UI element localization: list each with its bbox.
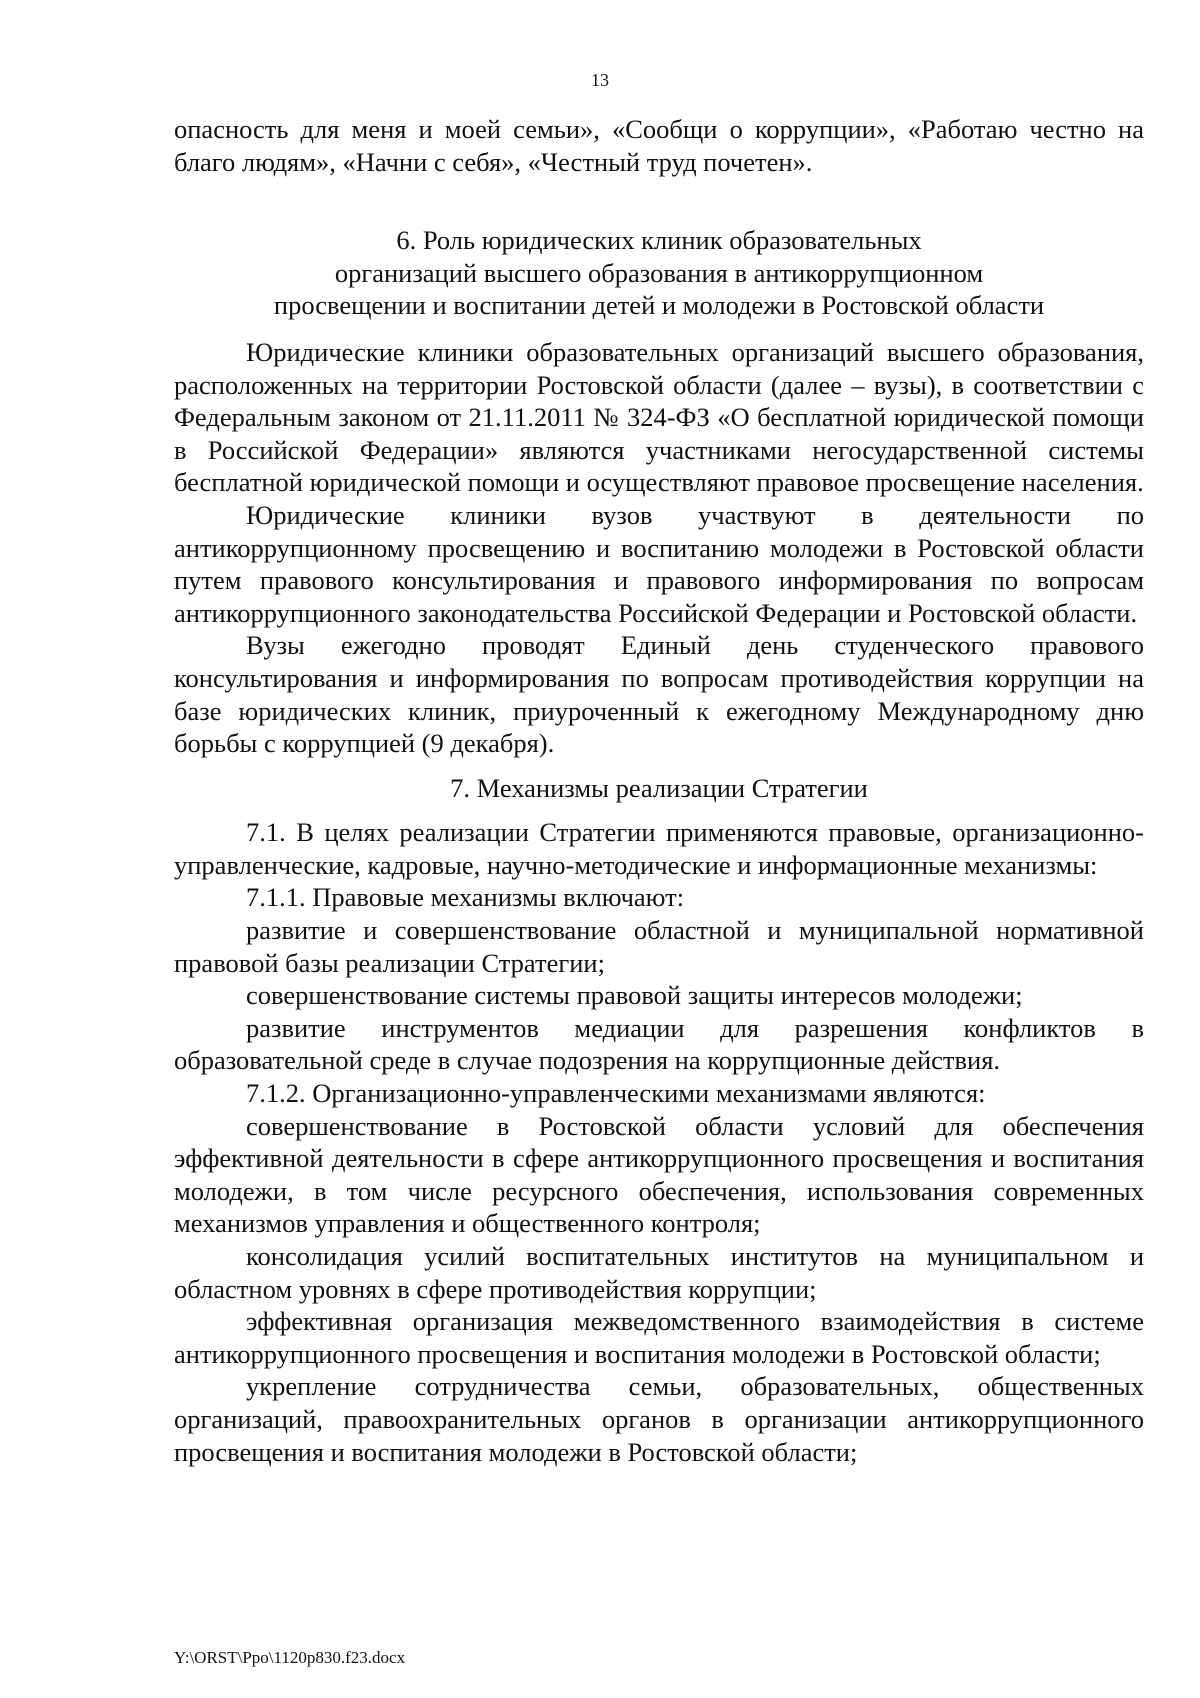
section-6-heading <box>174 224 1144 322</box>
paragraph: развитие и совершенствование областной и муниципальной нормативной правовой базы реализации Стратегии; <box>174 915 1144 978</box>
paragraph: 7.1. В целях реализации Стратегии применяются правовые, организационно-управленческие, кадровые, научно-методические и информационные механизмы: <box>174 817 1144 880</box>
section-7-heading: 7. Механизмы реализации Стратегии <box>450 772 868 803</box>
paragraph: эффективная организация межведомственного взаимодействия в системе антикоррупционного просвещения и воспитания молодежи в Ростовской области; <box>174 1306 1144 1369</box>
paragraph: Вузы ежегодно проводят Единый день студенческого правового консультирования и информирования по вопросам противодействия коррупции на базе юридических клиник, приуроченный к ежегодному Международному дню борьбы с коррупцией (9 декабря). <box>174 630 1144 759</box>
paragraph: 7.1.2. Организационно-управленческими механизмами являются: <box>246 1078 986 1109</box>
paragraph: развитие инструментов медиации для разрешения конфликтов в образовательной среде в случае подозрения на коррупционные действия. <box>174 1012 1144 1076</box>
section-6-body <box>174 336 1144 760</box>
footer-file-path: Y:\ORST\Ppo\1120p830.f23.docx <box>174 1648 406 1667</box>
paragraph: Юридические клиники образовательных организаций высшего образования, расположенных на территории Ростовской области (далее – вузы), в соответствии с Федеральным законом от 21.11.2011 № 324-ФЗ «О бесплатной юридической помощи в Российской Федерации» являются участниками негосударственной системы бесплатной юридической помощи и осуществляют правовое просвещение населения. <box>174 336 1144 498</box>
page-number: 13 <box>591 70 609 90</box>
document-body <box>174 113 1144 1468</box>
section-6-heading-line: просвещении и воспитании детей и молодежи в Ростовской области <box>273 290 1045 321</box>
section-6-heading-line: организаций высшего образования в антикоррупционном <box>334 257 984 288</box>
intro-paragraph: опасность для меня и моей семьи», «Сообщи о коррупции», «Работаю честно на благо людям», «Начни с себя», «Честный труд почетен». <box>174 114 1144 177</box>
section-6-heading-line: 6. Роль юридических клиник образовательных <box>396 225 922 256</box>
paragraph: совершенствование системы правовой защиты интересов молодежи; <box>246 980 1023 1011</box>
paragraph: совершенствование в Ростовской области условий для обеспечения эффективной деятельности в сфере антикоррупционного просвещения и воспитания молодежи, в том числе ресурсного обеспечения, использования современных механизмов управления и общественного контроля; <box>174 1110 1144 1239</box>
paragraph: укрепление сотрудничества семьи, образовательных, общественных организаций, правоохранительных органов в организации антикоррупционного просвещения и воспитания молодежи в Ростовской области; <box>174 1371 1144 1467</box>
paragraph: 7.1.1. Правовые механизмы включают: <box>246 882 685 913</box>
paragraph: консолидация усилий воспитательных институтов на муниципальном и областном уровнях в сфере противодействия коррупции; <box>174 1241 1144 1304</box>
section-7-body <box>174 816 1144 1468</box>
paragraph: Юридические клиники вузов участвуют в деятельности по антикоррупционному просвещению и воспитанию молодежи в Ростовской области путем правового консультирования и правового информирования по вопросам антикоррупционного законодательства Российской Федерации и Ростовской области. <box>174 499 1144 628</box>
